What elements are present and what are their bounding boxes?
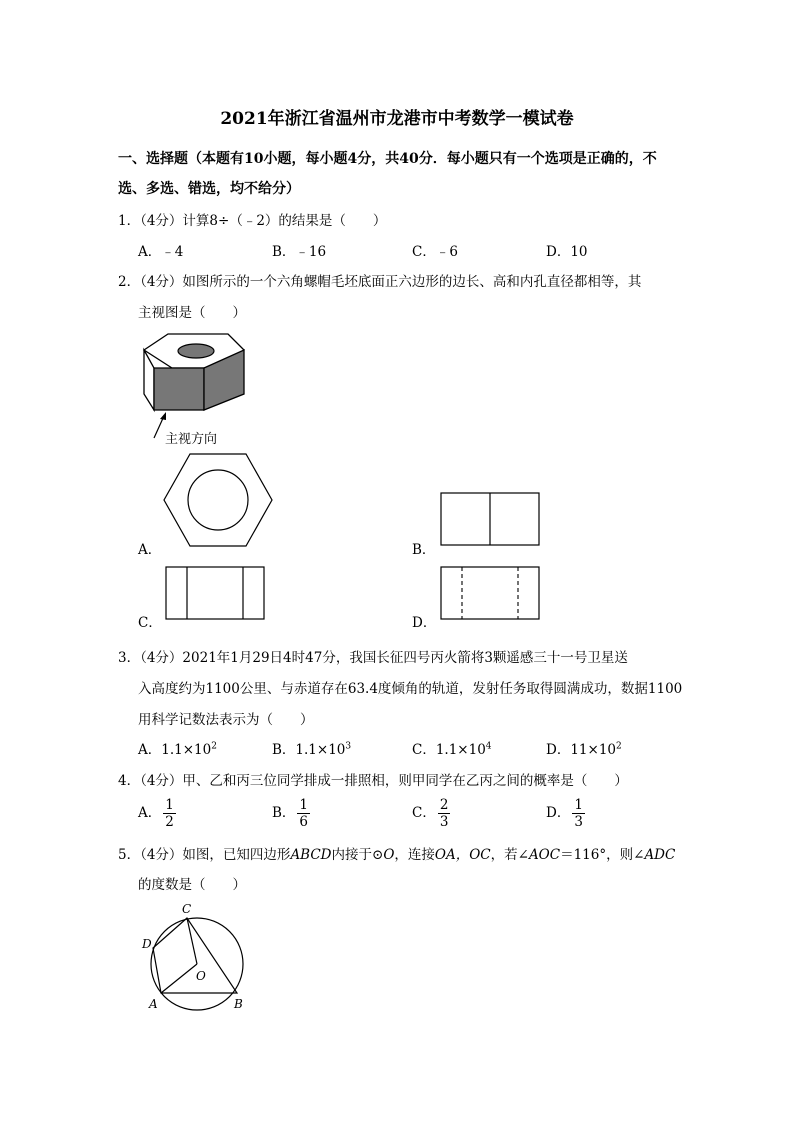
q2-option-b-label: B． [412, 542, 436, 558]
q2-option-c-label: C． [138, 615, 162, 631]
page-title: 2021年浙江省温州市龙港市中考数学一模试卷 [220, 109, 574, 129]
q2-option-a-label: A． [138, 542, 162, 558]
q4-option-a: A． $\frac{1}{2}$ [138, 797, 174, 830]
q2-option-a-figure [162, 452, 274, 550]
q3-stem-line1: 3．（4分）2021年1月29日4时47分，我国长征四号丙火箭将3颗遥感三十一号卫星送 [118, 650, 628, 666]
q3-stem-line3: 用科学记数法表示为（ ） [138, 712, 314, 728]
q2-option-c-figure [165, 566, 267, 622]
hex-nut-figure [140, 328, 250, 418]
point-label-a: A [149, 997, 158, 1011]
q1-option-b: B．﹣16 [272, 244, 327, 260]
q1-stem: 1．（4分）计算8÷（﹣2）的结果是（ ） [118, 213, 387, 229]
q4-option-d: D． $\frac{1}{3}$ [546, 797, 583, 830]
q1-option-d: D．10 [546, 244, 588, 260]
q2-stem-line1: 2．（4分）如图所示的一个六角螺帽毛坯底面正六边形的边长、高和内孔直径都相等，其 [118, 274, 642, 290]
q2-option-d-label: D． [412, 615, 437, 631]
q3-option-a: A．$1.1\times 10^2$ [138, 741, 217, 758]
section-header-line2: 选、多选、错选，均不给分） [118, 181, 300, 197]
q3-option-b: B．$1.1\times 10^3$ [272, 741, 352, 758]
q4-option-c: C． $\frac{2}{3}$ [412, 797, 449, 830]
point-label-c: C [182, 902, 192, 916]
q5-stem-line2: 的度数是（ ） [138, 877, 246, 893]
q4-option-b: B． $\frac{1}{6}$ [272, 797, 309, 830]
q5-circle-figure [140, 898, 260, 1018]
q4-stem: 4．（4分）甲、乙和丙三位同学排成一排照相，则甲同学在乙丙之间的概率是（ ） [118, 773, 628, 789]
point-label-b: B [234, 997, 243, 1011]
q1-option-a: A．﹣4 [138, 244, 184, 260]
section-header-line1: 一、选择题（本题有10小题，每小题4分，共40分．每小题只有一个选项是正确的，不 [118, 151, 657, 167]
q3-option-d: D．$11\times 10^2$ [546, 741, 622, 758]
q3-option-c: C．$1.1\times 10^4$ [412, 741, 492, 758]
point-label-o: O [196, 969, 206, 983]
point-label-d: D [142, 937, 152, 951]
q3-stem-line2: 入高度约为1100公里、与赤道存在63.4度倾角的轨道，发射任务取得圆满成功，数据1100 [138, 681, 683, 697]
q5-stem-line1: 5．（4分）如图，已知四边形ABCD内接于⊙O，连接OA，OC，若∠AOC＝116°，则∠ADC [118, 847, 676, 863]
view-direction-label: 主视方向 [165, 432, 218, 447]
q2-stem-line2: 主视图是（ ） [138, 305, 246, 321]
q2-option-d-figure [440, 566, 542, 622]
q1-option-c: C．﹣6 [412, 244, 458, 260]
q2-option-b-figure [440, 492, 542, 548]
